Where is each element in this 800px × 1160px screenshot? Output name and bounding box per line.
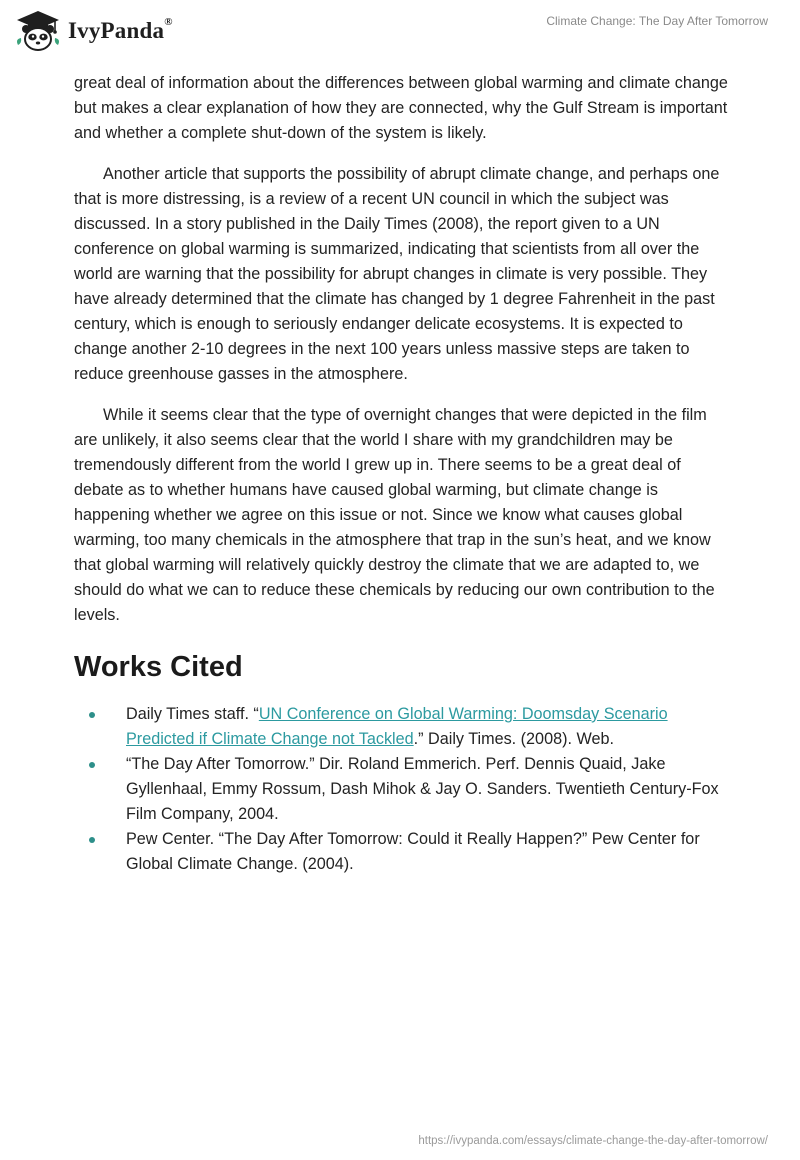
bullet-icon [89, 712, 95, 718]
footer-url[interactable]: https://ivypanda.com/essays/climate-change-the-day-after-tomorrow/ [418, 1135, 768, 1147]
bullet-icon [89, 837, 95, 843]
paragraph: Another article that supports the possibility of abrupt climate change, and perhaps one that is more distressing, is a review of a recent UN council in which the subject was discussed. In a story published in the Daily Times (2008), the report given to a UN conference on global warming is summarized, indicating that scientists from all over the world are warning that the possibility for abrupt changes in climate is very possible. They have already determined that the climate has changed by 1 degree Fahrenheit in the past century, which is enough to seriously endanger delicate ecosystems. It is expected to change another 2-10 degrees in the next 100 years unless massive steps are taken to reduce greenhouse gasses in the atmosphere. [74, 165, 720, 383]
page-header [0, 0, 800, 60]
works-cited-heading: Works Cited [74, 651, 243, 683]
citation-text: Pew Center. “The Day After Tomorrow: Could it Really Happen?” Pew Center for Global Climate Change. (2004). [126, 830, 700, 873]
bullet-icon [89, 762, 95, 768]
ivypanda-logo[interactable] [14, 8, 184, 54]
document-title: Climate Change: The Day After Tomorrow [546, 14, 768, 28]
panda-graduate-icon [14, 9, 62, 53]
citation-item [74, 702, 728, 752]
brand-name: IvyPanda® [68, 16, 173, 43]
citation-text: “The Day After Tomorrow.” Dir. Roland Emmerich. Perf. Dennis Quaid, Jake Gyllenhaal, Emmy Rossum, Dash Mihok & Jay O. Sanders. Twentieth Century-Fox Film Company, 2004. [126, 755, 719, 823]
citation-prefix: Daily Times staff. “ [126, 705, 259, 723]
citation-suffix: .” Daily Times. (2008). Web. [413, 730, 614, 748]
essay-content [74, 71, 728, 877]
paragraph-continued: great deal of information about the differences between global warming and climate change but makes a clear explanation of how they are connected, why the Gulf Stream is important and whether a complete shut-down of the system is likely. [74, 74, 728, 142]
citation-item [74, 752, 728, 827]
citation-item [74, 827, 728, 877]
paragraph: While it seems clear that the type of overnight changes that were depicted in the film are unlikely, it also seems clear that the world I share with my grandchildren may be tremendously different from the world I grew up in. There seems to be a great deal of debate as to whether humans have caused global warming, but climate change is happening whether we agree on this issue or not. Since we know what causes global warming, too many chemicals in the atmosphere that trap in the sun’s heat, and we know that global warming will relatively quickly destroy the climate that we are adapted to, we should do what we can to reduce these chemicals by reducing our own contribution to the levels. [74, 406, 715, 624]
works-cited-list [74, 702, 728, 877]
citation-link[interactable]: UN Conference on Global Warming: Doomsday Scenario Predicted if Climate Change not Tackled [126, 705, 668, 748]
